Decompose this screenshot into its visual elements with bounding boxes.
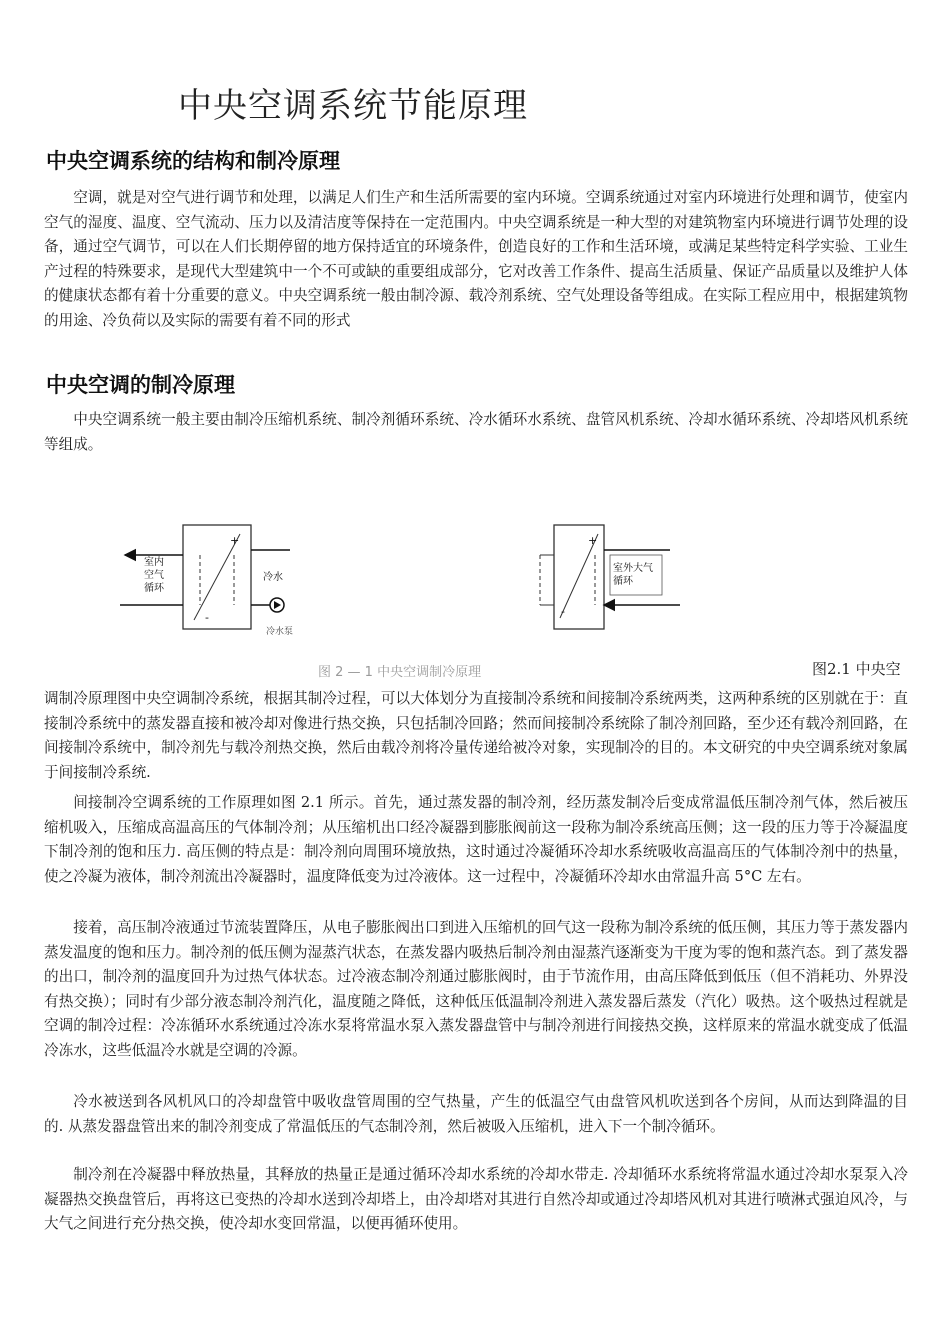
section-paragraph-principle: 中央空调系统一般主要由制冷压缩机系统、制冷剂循环系统、冷水循环水系统、盘管风机系统、冷却水循环系统、冷却塔风机系统等组成。: [44, 411, 908, 453]
chilled-water-pump-label: 冷水泵: [266, 627, 294, 637]
minus-sign-right: -: [561, 605, 565, 618]
body-paragraph-5: 制冷剂在冷凝器中释放热量，其释放的热量正是通过循环冷却水系统的冷却水带走. 冷却循环水系统将常温水通过冷却水泵泵入冷凝器热交换盘管后，再将这已变热的冷却水送到冷却塔上，由冷却塔对其进行自然冷却或通过冷却塔风机对其进行喷淋式强迫风冷，与大气之间进行充分热交换，使冷却水变回常温，以便再循环使用。: [44, 1166, 908, 1232]
refrigeration-diagram: [110, 520, 910, 680]
figure-caption-faded: 图 2 — 1 中央空调制冷原理: [318, 665, 482, 680]
body-paragraph-4: 冷水被送到各风机风口的冷却盘管中吸收盘管周围的空气热量，产生的低温空气由盘管风机吹送到各个房间，从而达到降温的目的. 从蒸发器盘管出来的制冷剂变成了常温低压的气态制冷剂，然后被吸入压缩机，进入下一个制冷循环。: [44, 1093, 908, 1135]
minus-sign-left: -: [205, 611, 209, 624]
indoor-air-loop-label: 室内 空气 循环: [144, 557, 164, 594]
body-paragraph-1: 调制冷原理图中央空调制冷系统，根据其制冷过程，可以大体划分为直接制冷系统和间接制冷系统两类，这两种系统的区别就在于：直接制冷系统中的蒸发器直接和被冷却对像进行热交换，只包括制冷回路；然而间接制冷系统除了制冷剂回路，至少还有载冷剂回路，在间接制冷系统中，制冷剂先与载冷剂热交换，然后由载冷剂将冷量传递给被冷对象，实现制冷的目的。本文研究的中央空调系统对象属于间接制冷系统.: [44, 690, 908, 781]
section-heading-principle: 中央空调的制冷原理: [46, 373, 235, 397]
document-title: 中央空调系统节能原理: [178, 86, 528, 126]
chilled-water-label: 冷水: [263, 572, 283, 583]
outdoor-air-loop-label: 室外大气 循环: [613, 563, 653, 587]
section-paragraph-structure: 空调，就是对空气进行调节和处理，以满足人们生产和生活所需要的室内环境。空调系统通过对室内环境进行处理和调节，使室内空气的湿度、温度、空气流动、压力以及清洁度等保持在一定范围内。中央空调系统是一种大型的对建筑物室内环境进行调节处理的设备，通过空气调节，可以在人们长期停留的地方保持适宜的环境条件，创造良好的工作和生活环境，或满足某些特定科学实验、工业生产过程的特殊要求，是现代大型建筑中一个不可或缺的重要组成部分，它对改善工作条件、提高生活质量、保证产品质量以及维护人体的健康状态都有着十分重要的意义。中央空调系统一般由制冷源、载冷剂系统、空气处理设备等组成。在实际工程应用中，根据建筑物的用途、冷负荷以及实际的需要有着不同的形式: [44, 189, 908, 329]
figure-caption: 图2.1 中央空: [812, 660, 901, 678]
body-paragraph-2: 间接制冷空调系统的工作原理如图 2.1 所示。首先，通过蒸发器的制冷剂，经历蒸发制冷后变成常温低压制冷剂气体，然后被压缩机吸入，压缩成高温高压的气体制冷剂；从压缩机出口经冷凝器到膨胀阀前这一段称为制冷系统高压侧；这一段的压力等于冷凝温度下制冷剂的饱和压力. 高压侧的特点是：制冷剂向周围环境放热，这时通过冷凝循环冷却水系统吸收高温高压的气体制冷剂中的热量，使之冷凝为液体，制冷剂流出冷凝器时，温度降低变为过冷液体。这一过程中，冷凝循环冷却水由常温升高 5°C 左右。: [44, 794, 908, 885]
plus-sign-left: +: [230, 534, 240, 547]
body-paragraph-3: 接着，高压制冷液通过节流装置降压，从电子膨胀阀出口到进入压缩机的回气这一段称为制冷系统的低压侧，其压力等于蒸发器内蒸发温度的饱和压力。制冷剂的低压侧为湿蒸汽状态，在蒸发器内吸热后制冷剂由湿蒸汽逐渐变为干度为零的饱和蒸汽态。到了蒸发器的出口，制冷剂的温度回升为过热气体状态。过冷液态制冷剂通过膨胀阀时，由于节流作用，由高压降低到低压（但不消耗功、外界没有热交换）；同时有少部分液态制冷剂汽化，温度随之降低，这种低压低温制冷剂进入蒸发器后蒸发（汽化）吸热。这个吸热过程就是空调的制冷过程：冷冻循环水系统通过冷冻水泵将常温水泵入蒸发器盘管中与制冷剂进行间接热交换，这样原来的常温水就变成了低温冷冻水，这些低温冷水就是空调的冷源。: [44, 919, 908, 1059]
plus-sign-right: +: [588, 534, 598, 547]
section-heading-structure: 中央空调系统的结构和制冷原理: [46, 149, 340, 173]
